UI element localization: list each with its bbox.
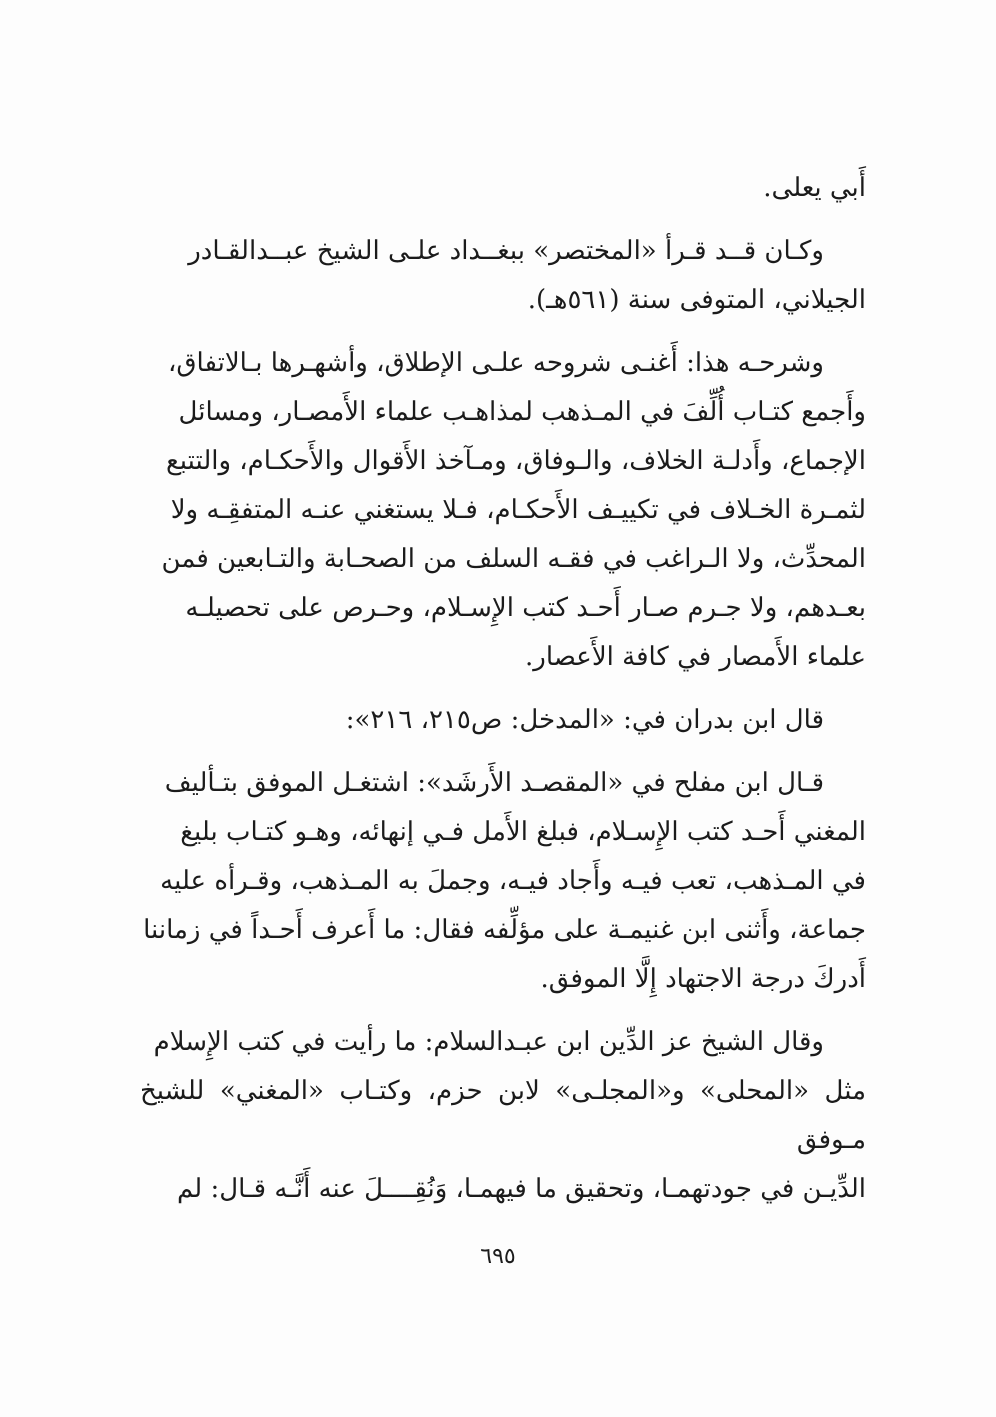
paragraph-2: وكـان قــد قـرأ «المختصر» ببغــداد علـى الشيخ عبــدالقـادر الجيلاني، المتوفى سنة (٥٦١هـ). [188,236,866,315]
paragraph-5: قـال ابن مفلح في «المقصـد الأَرشَد»: اشتغـل الموفق بتـأليف المغني أَحـد كتب الإِسـلام، فبلغ الأَمل فـي إنهائه، وهـو كتـاب بليغ في المـذهب، تعب فيـه وأَجاد فيـه، وجملَ به المـذهب، وقـرأه عليه جماعة، وأَثنى ابن غنيمـة على مؤلِّفه فقال: ما أَعرف أَحـداً في زماننا أَدركَ درجة الاجتهاد إِلَّا الموفق. [143,768,866,994]
page-number: ٦٩٥ [480,1244,516,1269]
paragraph-6: وقال الشيخ عز الدِّين ابن عبـدالسلام: ما رأيت في كتب الإِسلام مثل «المحلى» و«المجلـى» لابن حزم، وكتـاب «المغني» للشيخ مـوفق الدِّيـن في جودتهمـا، وتحقيق ما فيهمـا، وَنُقِــــلَ عنه أَنَّـه قـال: لم [140,1027,866,1204]
paragraph-3: وشرحـه هذا: أَغنـى شروحه علـى الإطلاق، وأشهـرها بـالاتفاق، وأَجمع كتـاب أُلِّفَ في المـذهب لمذاهـب علماء الأَمصـار، ومسائل الإجماع، وأَدلـة الخلاف، والـوفاق، ومـآخذ الأَقوال والأَحكـام، والتتبع لثمـرة الخـلاف في تكييـف الأَحكـام، فـلا يستغني عنـه المتفقِـه ولا المحدِّث، ولا الـراغب في فقـه السلف من الصحـابة والتـابعين فمن بعـدهم، ولا جـرم صـار أَحـد كتب الإِسـلام، وحـرص على تحصيلـه علماء الأَمصار في كافة الأَعصار. [161,348,866,672]
paragraph-1: أَبي يعلى. [763,173,866,203]
paragraph-4: قال ابن بدران في: «المدخل: ص٢١٥، ٢١٦»: [345,705,824,735]
page-body-text [140,150,866,1228]
